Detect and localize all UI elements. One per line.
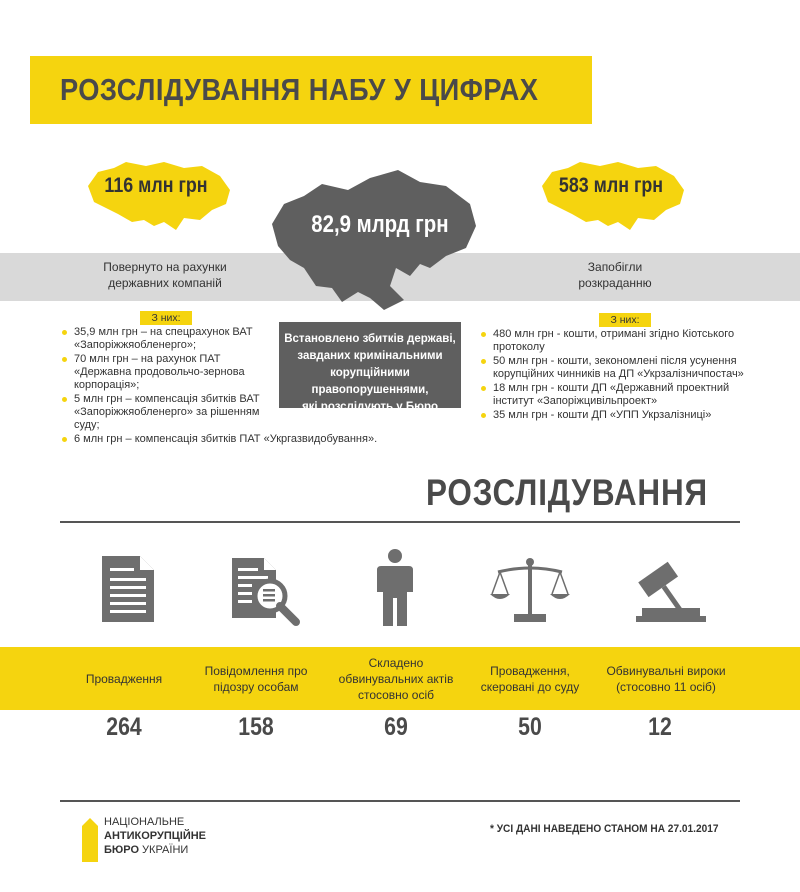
document-icon [100, 554, 156, 629]
footnote: * УСІ ДАНІ НАВЕДЕНО СТАНОМ НА 27.01.2017 [490, 823, 719, 835]
logo-text: НАЦІОНАЛЬНЕ АНТИКОРУПЦІЙНЕ БЮРО УКРАЇНИ [104, 816, 207, 856]
stat-value-sent-to-court: 50 [518, 713, 542, 741]
title-bar [30, 56, 592, 124]
section-title: РОЗСЛІДУВАННЯ [426, 472, 708, 513]
stat-value-convictions: 12 [648, 713, 672, 741]
footer-divider [60, 800, 740, 802]
list-item: 5 млн грн – компенсація збитків ВАТ «Запоріжжяобленерго» за рішенням суду; [62, 393, 262, 432]
left-caption: Повернуто на рахунки державних компаній [103, 260, 227, 290]
right-of-them-label: З них: [599, 313, 651, 327]
scales-icon [490, 556, 570, 631]
left-of-them-label: З них: [140, 311, 192, 325]
section-divider [60, 521, 740, 523]
gavel-icon [632, 558, 708, 629]
page-title: РОЗСЛІДУВАННЯ НАБУ У ЦИФРАХ [60, 72, 539, 107]
right-ukraine-map [538, 158, 688, 240]
center-ukraine-map [270, 164, 480, 314]
stat-label-proceedings: Провадження [85, 671, 163, 686]
stat-label-indictments: Складено обвинувальних актів стосовно осіб [338, 655, 454, 702]
right-list [481, 328, 745, 423]
list-item: 50 млн грн - кошти, зекономлені після усунення корупційних чинників на ДП «Укрзалізничпостач» [481, 355, 745, 381]
stat-label-convictions: Обвинувальні вироки (стосовно 11 осіб) [606, 663, 726, 694]
person-icon [375, 548, 415, 633]
list-item: 35,9 млн грн – на спецрахунок ВАТ «Запоріжжяобленерго»; [62, 326, 262, 352]
stat-label-suspicions: Повідомлення про підозру особам [204, 663, 308, 694]
list-item: 480 млн грн - кошти, отримані згідно Кіотського протоколу [481, 328, 745, 354]
list-item: 6 млн грн – компенсація збитків ПАТ «Укргазвидобування». [62, 433, 262, 446]
center-amount: 82,9 млрд грн [311, 211, 449, 238]
right-amount: 583 млн грн [558, 174, 664, 197]
stat-label-sent-to-court: Провадження, скеровані до суду [480, 663, 580, 694]
list-item: 18 млн грн - кошти ДП «Державний проектний інститут «Запоріжцивільпроект» [481, 382, 745, 408]
document-search-icon [230, 556, 302, 633]
left-ukraine-map [84, 158, 234, 240]
list-item: 70 млн грн – на рахунок ПАТ «Державна продовольчо-зернова корпорація»; [62, 353, 262, 392]
damage-info-box: Встановлено збитків державі, завданих кримінальними корупційними правопорушеннями, які розслідують у Бюро [279, 322, 461, 408]
stat-value-indictments: 69 [384, 713, 408, 741]
left-amount: 116 млн грн [104, 174, 208, 197]
list-item: 35 млн грн - кошти ДП «УПП Укрзалізниці» [481, 409, 745, 422]
nabu-logo-icon [82, 818, 98, 867]
right-caption: Запобігли розкраданню [578, 260, 652, 290]
stat-value-proceedings: 264 [106, 713, 142, 741]
stat-value-suspicions: 158 [238, 713, 274, 741]
